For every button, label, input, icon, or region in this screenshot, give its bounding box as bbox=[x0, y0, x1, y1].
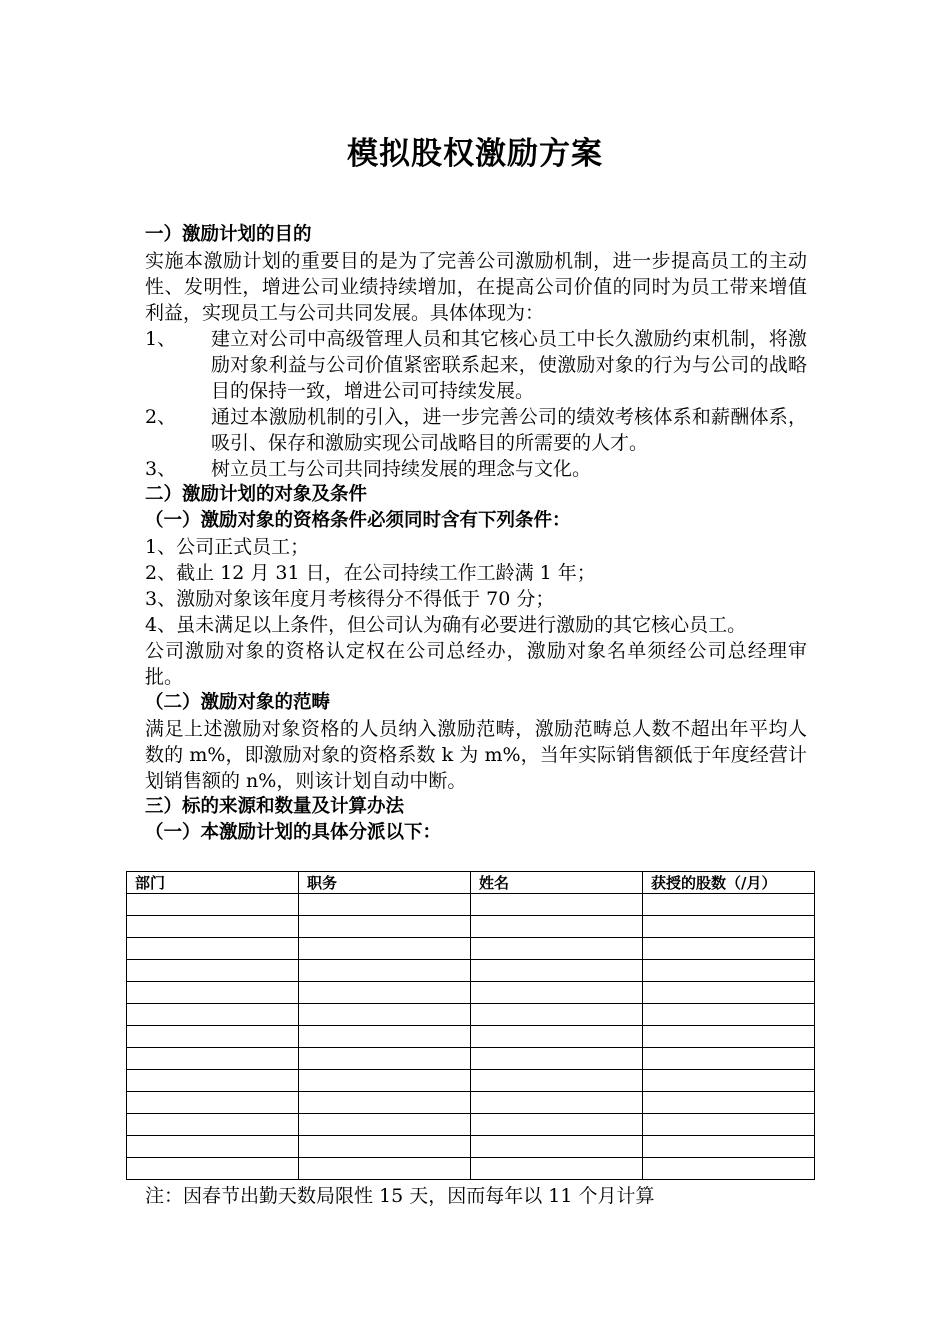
table-cell bbox=[471, 1026, 643, 1048]
document-body bbox=[145, 222, 807, 846]
table-row bbox=[127, 1092, 815, 1114]
table-cell bbox=[299, 1070, 471, 1092]
table-cell bbox=[127, 1004, 299, 1026]
table-row bbox=[127, 916, 815, 938]
table-cell bbox=[471, 982, 643, 1004]
table-row bbox=[127, 1070, 815, 1092]
table-cell bbox=[643, 938, 815, 960]
table-cell bbox=[299, 960, 471, 982]
table-cell bbox=[643, 1070, 815, 1092]
table-cell bbox=[471, 1158, 643, 1180]
table-row bbox=[127, 1136, 815, 1158]
section-2-subheading-2: （二）激励对象的范畴 bbox=[145, 692, 331, 713]
table-row bbox=[127, 938, 815, 960]
column-header-shares: 获授的股数（/月） bbox=[643, 872, 815, 894]
table-cell bbox=[471, 1004, 643, 1026]
table-cell bbox=[643, 960, 815, 982]
table-row bbox=[127, 982, 815, 1004]
table-cell bbox=[299, 1092, 471, 1114]
condition-item: 3、激励对象该年度月考核得分不得低于 70 分； bbox=[145, 588, 555, 610]
table-cell bbox=[471, 1070, 643, 1092]
table-cell bbox=[127, 894, 299, 916]
table-cell bbox=[127, 1114, 299, 1136]
table-cell bbox=[127, 982, 299, 1004]
table-cell bbox=[127, 1048, 299, 1070]
table-cell bbox=[299, 938, 471, 960]
table-cell bbox=[471, 1092, 643, 1114]
list-item-number: 2、 bbox=[145, 406, 177, 428]
section-3-subheading-1: （一）本激励计划的具体分派以下： bbox=[145, 822, 442, 843]
condition-item: 2、截止 12 月 31 日，在公司持续工作工龄满 1 年； bbox=[145, 562, 596, 584]
allocation-table bbox=[126, 871, 815, 1180]
table-cell bbox=[299, 1158, 471, 1180]
table-cell bbox=[643, 1114, 815, 1136]
footnote: 注：因春节出勤天数局限性 15 天，因而每年以 11 个月计算 bbox=[145, 1185, 655, 1207]
table-cell bbox=[643, 894, 815, 916]
table-row bbox=[127, 1004, 815, 1026]
table-cell bbox=[299, 982, 471, 1004]
table-cell bbox=[299, 1114, 471, 1136]
table-cell bbox=[643, 1158, 815, 1180]
table-row bbox=[127, 1048, 815, 1070]
list-item bbox=[145, 456, 807, 482]
scope-paragraph: 满足上述激励对象资格的人员纳入激励范畴，激励范畴总人数不超出年平均人数的 m%，即激励对象的资格系数 k 为 m%，当年实际销售额低于年度经营计划销售额的 n%，则该计划自动中断。 bbox=[145, 718, 807, 792]
table-row bbox=[127, 1158, 815, 1180]
list-item-text: 建立对公司中高级管理人员和其它核心员工中长久激励约束机制，将激励对象利益与公司价值紧密联系起来，使激励对象的行为与公司的战略目的保持一致，增进公司可持续发展。 bbox=[211, 328, 807, 402]
column-header-department: 部门 bbox=[127, 872, 299, 894]
table-cell bbox=[471, 916, 643, 938]
section-1-heading: 一）激励计划的目的 bbox=[145, 224, 312, 245]
table-cell bbox=[643, 982, 815, 1004]
table-row bbox=[127, 960, 815, 982]
table-cell bbox=[299, 1136, 471, 1158]
document-title: 模拟股权激励方案 bbox=[347, 136, 603, 172]
table-cell bbox=[299, 916, 471, 938]
table-cell bbox=[299, 1004, 471, 1026]
table-cell bbox=[127, 960, 299, 982]
table-cell bbox=[643, 1026, 815, 1048]
list-item-text: 通过本激励机制的引入，进一步完善公司的绩效考核体系和薪酬体系，吸引、保存和激励实现公司战略目的所需要的人才。 bbox=[211, 406, 807, 454]
table-cell bbox=[643, 1136, 815, 1158]
table-cell bbox=[127, 1136, 299, 1158]
list-item bbox=[145, 404, 807, 456]
table-header-row bbox=[127, 872, 815, 894]
section-2-heading: 二）激励计划的对象及条件 bbox=[145, 484, 368, 505]
column-header-position: 职务 bbox=[299, 872, 471, 894]
table-cell bbox=[643, 916, 815, 938]
condition-item: 1、公司正式员工； bbox=[145, 536, 310, 558]
table-cell bbox=[471, 1048, 643, 1070]
table-cell bbox=[471, 938, 643, 960]
table-row bbox=[127, 894, 815, 916]
table-row bbox=[127, 1114, 815, 1136]
table-body bbox=[127, 894, 815, 1180]
table-cell bbox=[127, 938, 299, 960]
section-1-intro: 实施本激励计划的重要目的是为了完善公司激励机制，进一步提高员工的主动性、发明性，增进公司业绩持续增加，在提高公司价值的同时为员工带来增值利益，实现员工与公司共同发展。具体体现为： bbox=[145, 250, 807, 324]
table-cell bbox=[127, 916, 299, 938]
table-cell bbox=[299, 1048, 471, 1070]
section-2-subheading-1: （一）激励对象的资格条件必须同时含有下列条件： bbox=[145, 510, 571, 531]
table-cell bbox=[127, 1158, 299, 1180]
table-cell bbox=[471, 894, 643, 916]
table-cell bbox=[299, 894, 471, 916]
table-cell bbox=[471, 1136, 643, 1158]
table-cell bbox=[127, 1026, 299, 1048]
table-cell bbox=[127, 1092, 299, 1114]
list-item-number: 3、 bbox=[145, 458, 177, 480]
section-3-heading: 三）标的来源和数量及计算办法 bbox=[145, 796, 405, 817]
table-cell bbox=[643, 1048, 815, 1070]
approval-paragraph: 公司激励对象的资格认定权在公司总经办，激励对象名单须经公司总经理审批。 bbox=[145, 640, 807, 688]
table-cell bbox=[471, 1114, 643, 1136]
list-item-number: 1、 bbox=[145, 328, 177, 350]
table-cell bbox=[127, 1070, 299, 1092]
table-cell bbox=[299, 1026, 471, 1048]
condition-item: 4、虽未满足以上条件，但公司认为确有必要进行激励的其它核心员工。 bbox=[145, 614, 747, 636]
list-item bbox=[145, 326, 807, 404]
table-cell bbox=[643, 1092, 815, 1114]
table-row bbox=[127, 1026, 815, 1048]
table-cell bbox=[643, 1004, 815, 1026]
table-cell bbox=[471, 960, 643, 982]
list-item-text: 树立员工与公司共同持续发展的理念与文化。 bbox=[211, 458, 592, 480]
column-header-name: 姓名 bbox=[471, 872, 643, 894]
